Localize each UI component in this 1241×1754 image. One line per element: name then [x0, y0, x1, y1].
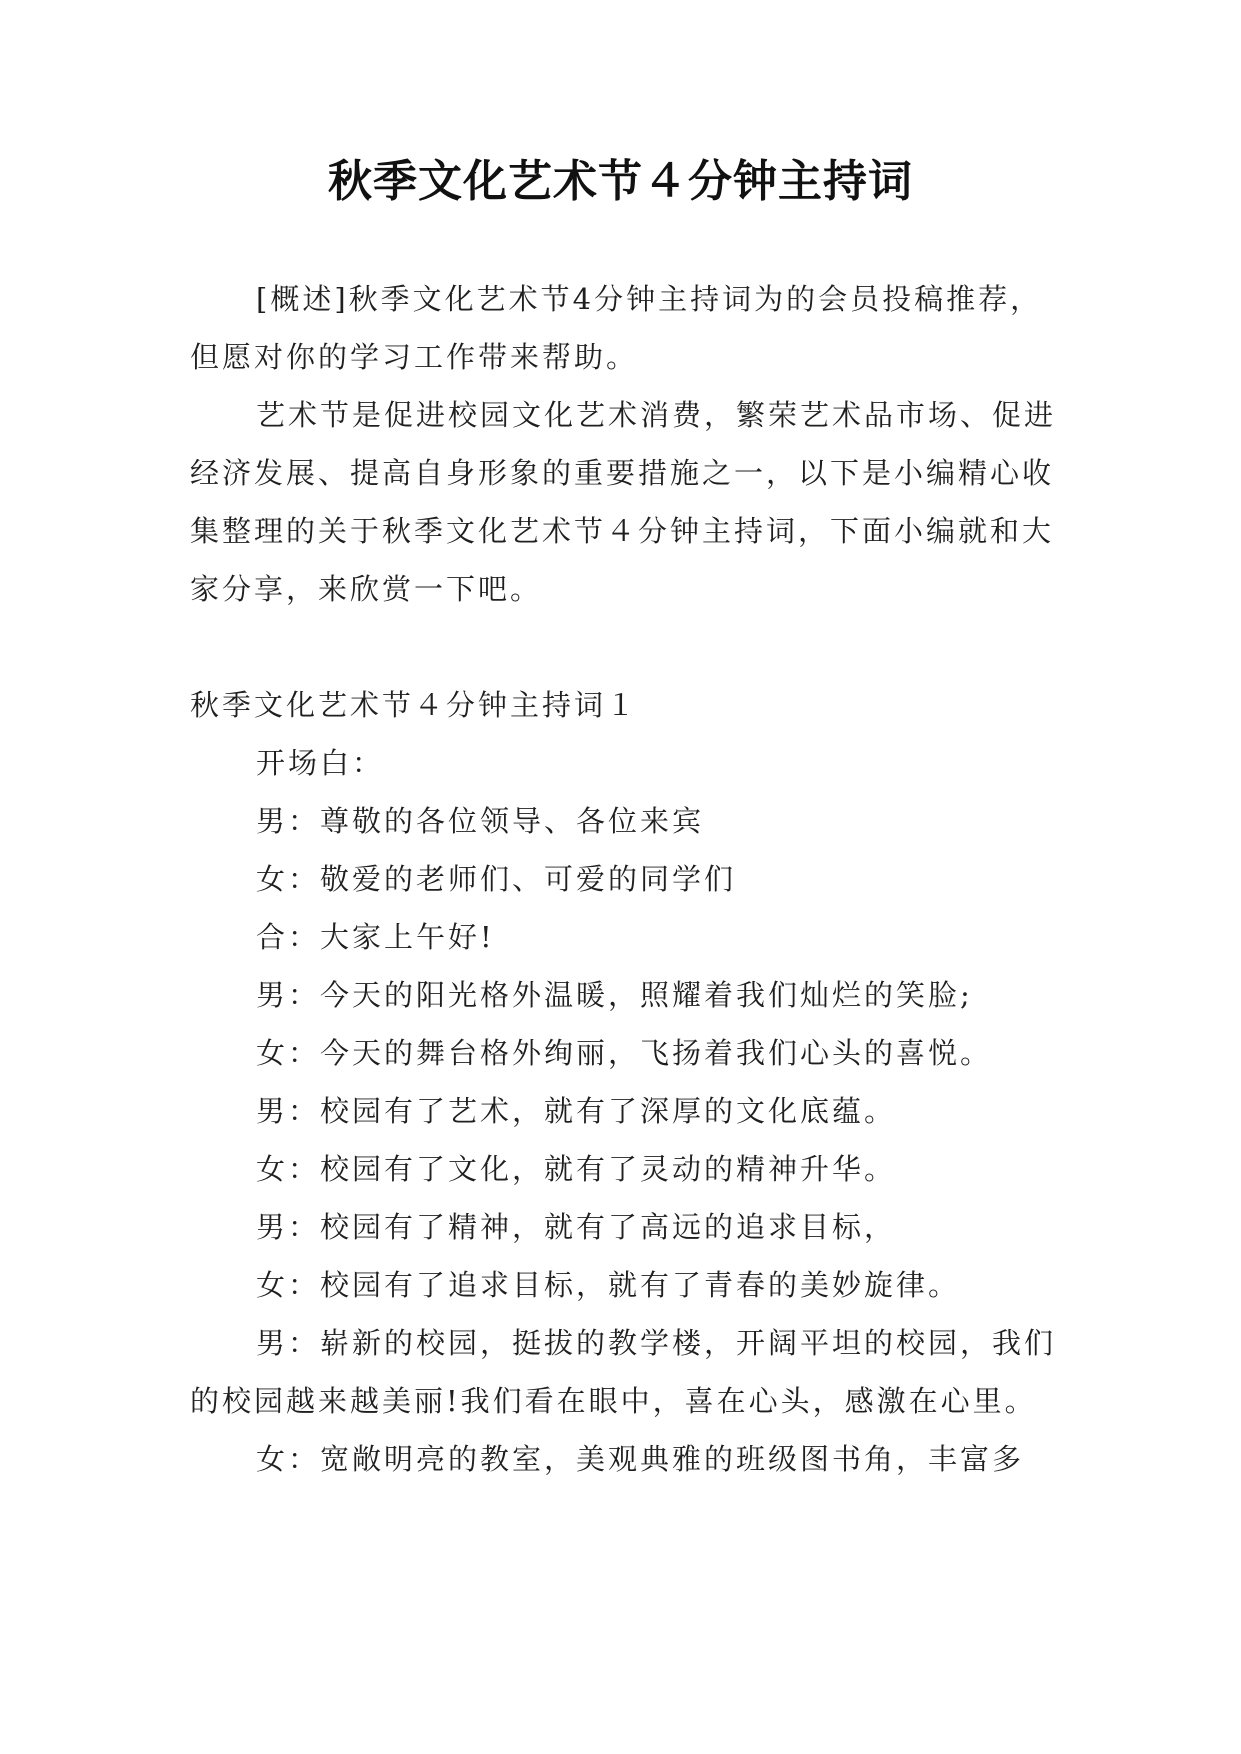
script-line: 男：校园有了精神，就有了高远的追求目标， — [256, 1210, 897, 1244]
document-title: 秋季文化艺术节４分钟主持词 — [328, 156, 913, 207]
script-line: 开场白： — [256, 746, 385, 780]
script-line: 男：尊敬的各位领导、各位来宾 — [256, 804, 705, 838]
script-line: 男：校园有了艺术，就有了深厚的文化底蕴。 — [256, 1094, 897, 1128]
document-body — [190, 270, 1060, 1488]
summary-paragraph: [概述]秋季文化艺术节4分钟主持词为的会员投稿推荐，但愿对你的学习工作带来帮助。 — [190, 282, 1043, 374]
script-line: 男：今天的阳光格外温暖，照耀着我们灿烂的笑脸; — [256, 978, 973, 1012]
script-line: 女：敬爱的老师们、可爱的同学们 — [256, 862, 737, 896]
script-line: 女：今天的舞台格外绚丽，飞扬着我们心头的喜悦。 — [256, 1036, 993, 1070]
section-heading: 秋季文化艺术节４分钟主持词１ — [190, 688, 639, 722]
intro-paragraph: 艺术节是促进校园文化艺术消费，繁荣艺术品市场、促进经济发展、提高自身形象的重要措施之一，以下是小编精心收集整理的关于秋季文化艺术节４分钟主持词，下面小编就和大家分享，来欣赏一下吧。 — [190, 398, 1057, 606]
script-line: 女：宽敞明亮的教室，美观典雅的班级图书角，丰富多 — [256, 1442, 1025, 1476]
paragraph-spacer — [190, 618, 1060, 676]
script-line: 合：大家上午好! — [256, 920, 495, 954]
script-line: 女：校园有了文化，就有了灵动的精神升华。 — [256, 1152, 897, 1186]
script-line: 女：校园有了追求目标，就有了青春的美妙旋律。 — [256, 1268, 961, 1302]
script-line: 男：崭新的校园，挺拔的教学楼，开阔平坦的校园，我们的校园越来越美丽!我们看在眼中，喜在心头，感激在心里。 — [190, 1326, 1057, 1418]
